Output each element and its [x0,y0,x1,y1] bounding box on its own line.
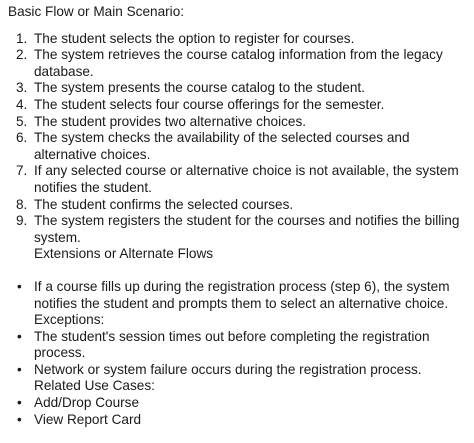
related-use-case-text: View Report Card [34,411,142,427]
step-item [16,163,468,196]
step-item [16,213,468,246]
related-use-case-text: Add/Drop Course [34,395,140,411]
main-scenario-heading: Basic Flow or Main Scenario: [8,4,185,19]
step-text: The system presents the course catalog to the student. [34,80,365,96]
step-item [16,30,468,48]
exception-text: Network or system failure occurs during the registration process. [34,361,422,377]
step-text: The student selects the option to register for courses. [34,30,355,46]
list-item [17,395,468,412]
step-item [16,80,468,97]
bullet-icon: • [17,328,22,344]
step-number: 8. [16,196,28,212]
step-item [16,47,468,80]
step-text: The student provides two alternative choices. [34,113,307,129]
extensions-heading: Extensions or Alternate Flows [34,246,214,262]
step-number: 6. [16,130,28,146]
step-number: 4. [16,96,28,112]
bullet-icon: • [17,278,22,294]
step-number: 7. [16,163,28,179]
related-use-cases-list [8,395,468,428]
bullet-icon: • [17,395,22,411]
main-scenario-steps [8,31,468,247]
exceptions-list [8,329,468,379]
spacer [8,263,468,279]
step-text: The system registers the student for the courses and notifies the billing system. [34,213,460,245]
extension-text: If a course fills up during the registration process (step 6), the system notifies the student and prompts them to select an alternative choice. [34,278,450,311]
step-item [16,196,468,214]
step-item [16,96,468,114]
step-item [16,113,468,131]
bullet-icon: • [17,411,22,427]
list-item [17,361,468,379]
step-number: 3. [16,80,28,96]
list-item [17,278,468,312]
step-number: 9. [16,213,28,229]
step-number: 1. [16,30,28,46]
step-text: The system checks the availability of the selected courses and alternative choices. [34,130,410,162]
exceptions-heading: Exceptions: [34,312,105,328]
step-number: 2. [16,47,28,63]
list-item [17,328,468,362]
step-text: The student selects four course offerings for the semester. [34,96,385,112]
related-use-cases-heading: Related Use Cases: [34,378,155,394]
step-item [16,130,468,163]
exception-text: The student's session times out before completing the registration process. [34,328,430,361]
list-item [17,411,468,429]
extensions-list [8,279,468,312]
bullet-icon: • [17,361,22,377]
step-text: The student confirms the selected courses. [34,196,294,212]
step-number: 5. [16,113,28,129]
step-text: If any selected course or alternative choice is not available, the system notifies the student. [34,163,459,195]
step-text: The system retrieves the course catalog information from the legacy database. [34,47,443,79]
